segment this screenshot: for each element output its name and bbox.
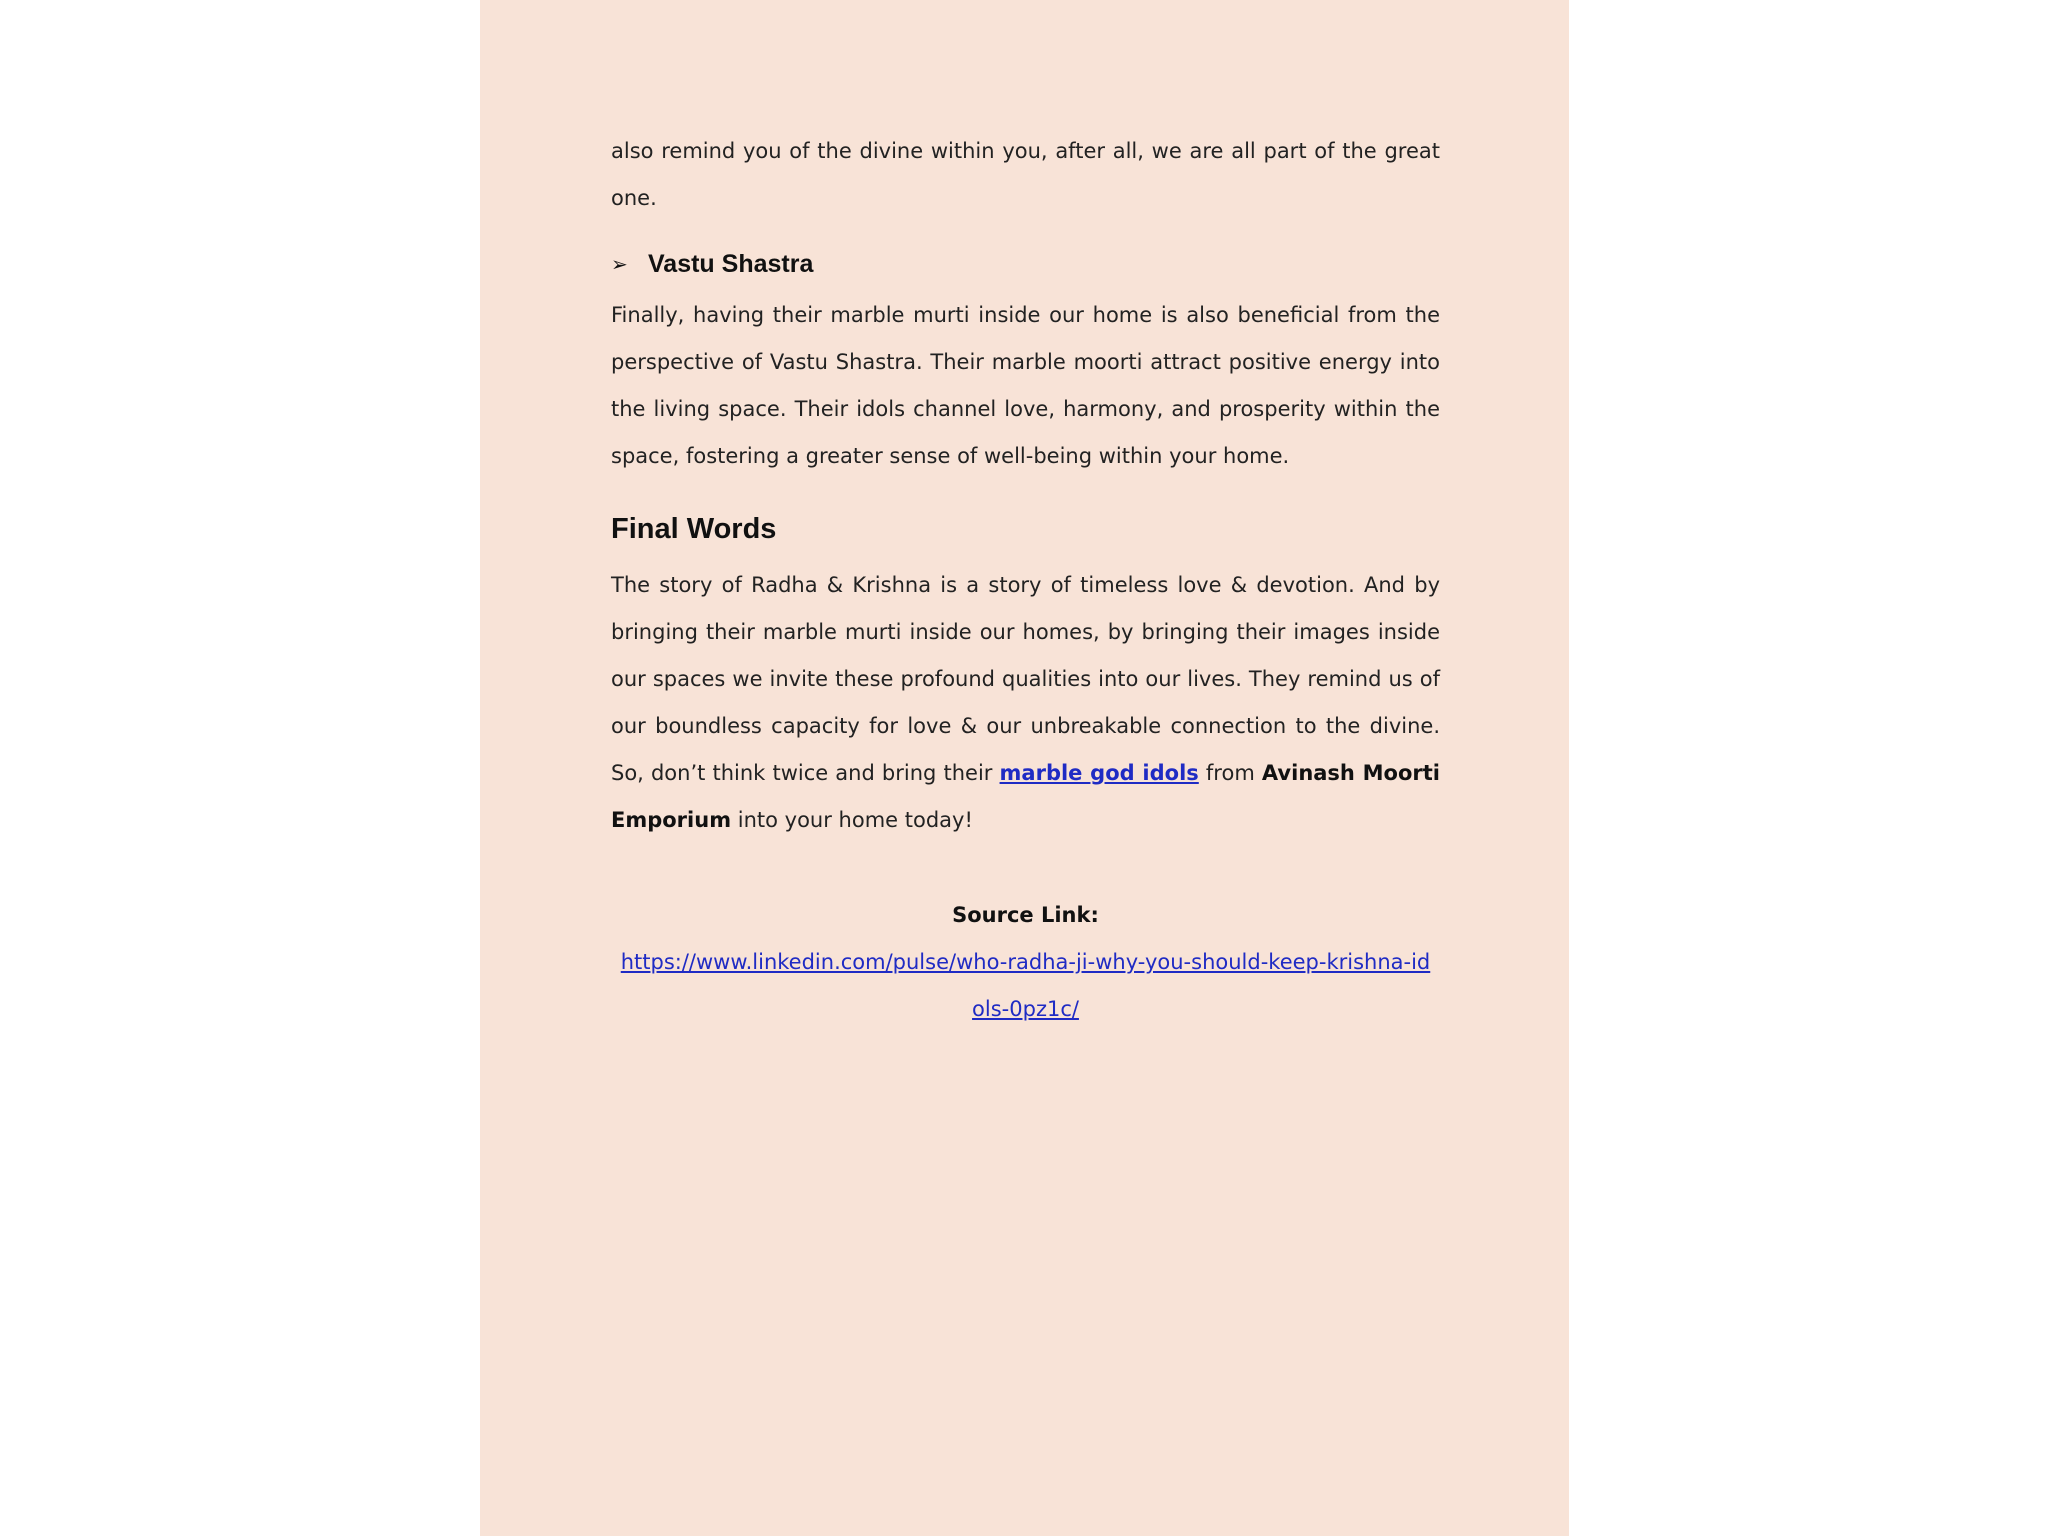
marble-god-idols-link[interactable]: marble god idols <box>999 761 1199 785</box>
page-content <box>611 128 1440 1033</box>
document-page <box>480 0 1569 1536</box>
vastu-paragraph: Finally, having their marble murti inside our home is also beneficial from the perspective of Vastu Shastra. Their marble moorti attract positive energy into the living space. Their idols channel love, harmony, and prosperity within the space, fostering a greater sense of well-being within your home. <box>611 303 1440 468</box>
intro-paragraph: also remind you of the divine within you, after all, we are all part of the great one. <box>611 139 1440 210</box>
vastu-heading: Vastu Shastra <box>648 249 814 278</box>
source-url-link[interactable]: https://www.linkedin.com/pulse/who-radha-ji-why-you-should-keep-krishna-idols-0pz1c/ <box>620 950 1431 1021</box>
final-words-text-2: from <box>1198 761 1262 785</box>
brand-name: Avinash Moorti Emporium <box>611 761 1440 832</box>
final-words-paragraph <box>611 562 1440 844</box>
source-label: Source Link: <box>952 903 1099 927</box>
final-words-text-1: The story of Radha & Krishna is a story of timeless love & devotion. And by bringing their marble murti inside our homes, by bringing their images inside our spaces we invite these profound qualities into our lives. They remind us of our boundless capacity for love & our unbreakable connection to the divine. So, don’t think twice and bring their <box>611 573 1440 785</box>
vastu-heading-row <box>611 244 1440 284</box>
final-words-heading: Final Words <box>611 513 777 545</box>
source-block <box>611 892 1440 1033</box>
arrow-bullet-icon: ➢ <box>611 252 628 276</box>
final-words-text-3: into your home today! <box>731 808 973 832</box>
